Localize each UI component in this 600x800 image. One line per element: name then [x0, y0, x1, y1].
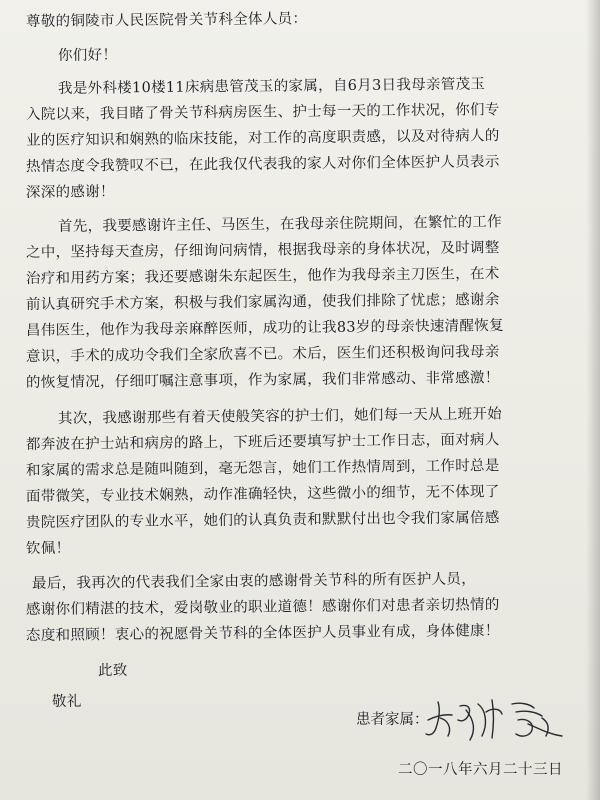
- paragraph-2-line: 昌伟医生，他作为我母亲麻醉医师，成功的让我83岁的母亲快速清醒恢复: [25, 317, 504, 339]
- paragraph-2-line: 的恢复情况，仔细叮嘱注意事项，作为家属，我们非常感动、非常感激！: [25, 370, 500, 391]
- paragraph-1-line: 入院以来，我目睹了骨关节科病房医生、护士每一天的工作状况，你们专: [25, 102, 500, 123]
- paragraph-1-line: 热情态度令我赞叹不已，在此我仅代表我的家人对你们全体医护人员表示: [25, 154, 500, 175]
- paragraph-3-line: 其次，我感谢那些有着天使般笑容的护士们，她们每一天从上班开始: [57, 406, 503, 427]
- closing-jing-li: 敬礼: [51, 693, 82, 710]
- paragraph-2-line: 意识，手术的成功令我们全家欣喜不已。术后，医生们还积极询问我母亲: [25, 344, 500, 365]
- closing-ci-zhi: 此致: [97, 662, 128, 679]
- paragraph-1-line: 业的医疗知识和娴熟的临床技能，对工作的高度职责感，以及对待病人的: [25, 128, 500, 149]
- signature-label: 患者家属：: [356, 712, 429, 728]
- paragraph-3-line: 面带微笑，专业技术娴熟，动作准确轻快，这些微小的细节，无不体现了: [25, 484, 500, 505]
- paragraph-3-line: 贵院医疗团队的专业水平，她们的认真负责和默默付出也令我们家属倍感: [25, 510, 500, 531]
- paragraph-2-line: 前认真研究手术方案，积极与我们家属沟通，使我们排除了忧虑；感谢余: [25, 292, 500, 313]
- paragraph-3-line: 和家属的需求总是随叫随到，毫无怨言，她们工作热情周到，工作时总是: [25, 458, 500, 479]
- handwritten-signature: [422, 690, 572, 746]
- paragraph-3-line: 都奔波在护士站和病房的路上，下班后还要填写护士工作日志，面对病人: [25, 432, 500, 453]
- paragraph-4-line: 感谢你们精湛的技术，爱岗敬业的职业道德！感谢你们对患者亲切热情的: [25, 597, 500, 618]
- paragraph-4-line: 最后，我再次的代表我们全家由衷的感谢骨关节科的所有医护人员，: [31, 571, 477, 592]
- paragraph-2-line: 之中，坚持每天查房，仔细询问病情，根据我母亲的身体状况，及时调整: [25, 240, 500, 261]
- paragraph-2-line: 首先，我要感谢许主任、马医生，在我母亲住院期间，在繁忙的工作: [57, 214, 503, 235]
- salutation: 尊敬的铜陵市人民医院骨关节科全体人员：: [25, 11, 308, 30]
- paragraph-2-line: 治疗和用药方案；我还要感谢朱东起医生，他作为我母亲主刀医生，在术: [25, 266, 500, 287]
- paragraph-4-line: 态度和照顾！衷心的祝愿骨关节科的全体医护人员事业有成，身体健康！: [25, 623, 500, 644]
- paragraph-3-line: 钦佩！: [25, 540, 71, 557]
- greeting: 你们好！: [57, 47, 118, 64]
- paragraph-1-line: 我是外科楼10楼11床病患管茂玉的家属，自6月3日我母亲管茂玉: [57, 76, 486, 97]
- paper-shadow: [586, 0, 600, 800]
- paragraph-1-line: 深深的感谢！: [25, 184, 115, 201]
- letter-date: 二〇一八年六月二十三日: [398, 762, 563, 778]
